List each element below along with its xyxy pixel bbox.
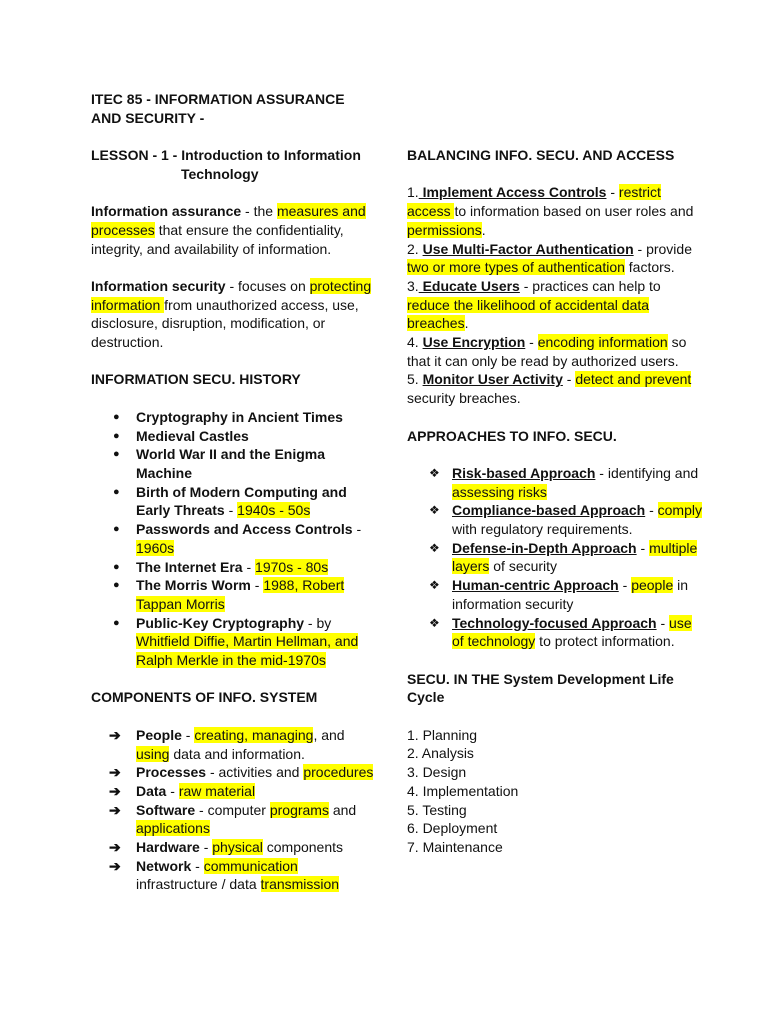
component-name: Hardware	[136, 839, 200, 856]
item-text: -	[618, 577, 632, 594]
bullet-icon: ●	[113, 560, 120, 573]
balancing-item	[407, 370, 707, 407]
item-text: in information security	[452, 577, 689, 612]
balancing-item-name: Implement Access Controls	[418, 184, 607, 201]
history-item-name: Public-Key Cryptography	[136, 614, 305, 631]
history-heading: INFORMATION SECU. HISTORY	[91, 371, 301, 388]
component-name: People	[136, 726, 182, 743]
item-text: -	[199, 839, 213, 856]
history-item-name: World War II and the Enigma Machine	[136, 446, 326, 481]
history-item-name: Medieval Castles	[136, 427, 249, 444]
history-item	[91, 576, 376, 613]
highlighted-text: reduce the likelihood of accidental data breaches	[407, 296, 650, 332]
arrow-icon: ➔	[109, 726, 121, 743]
arrow-icon: ➔	[109, 801, 121, 818]
sdlc-heading: SECU. IN THE System Development Life Cycle	[407, 670, 674, 706]
item-text: factors.	[624, 259, 675, 276]
item-text: -	[525, 334, 538, 351]
arrow-icon: ➔	[109, 857, 121, 874]
item-text: -	[606, 184, 619, 201]
component-item	[91, 726, 376, 763]
approaches-list	[407, 464, 707, 651]
component-name: Data	[136, 782, 167, 799]
highlighted-text: raw material	[178, 782, 256, 799]
diamond-icon: ❖	[429, 465, 440, 480]
balancing-list	[407, 183, 707, 407]
item-text: -	[242, 558, 256, 575]
highlighted-text: transmission	[260, 876, 340, 893]
item-text: infrastructure / data	[136, 876, 261, 893]
item-text: to information based on user roles and	[454, 203, 694, 220]
item-text: - computer	[195, 801, 270, 818]
bullet-icon: ●	[113, 579, 120, 592]
highlighted-text: encoding information	[537, 334, 668, 351]
approach-item	[407, 464, 707, 501]
item-text: -	[656, 614, 670, 631]
approach-name: Compliance-based Approach	[452, 502, 646, 519]
balancing-item-name: Monitor User Activity	[422, 371, 563, 388]
history-item	[91, 445, 376, 482]
history-item	[91, 558, 376, 577]
history-list	[91, 408, 376, 670]
bullet-icon: ●	[113, 485, 120, 498]
approach-item	[407, 614, 707, 651]
highlighted-text: procedures	[303, 764, 374, 781]
item-text: -	[166, 782, 179, 799]
history-item-name: Passwords and Access Controls	[136, 521, 353, 538]
sdlc-step: 3. Design	[407, 764, 467, 781]
highlighted-text: 1988, Robert Tappan Morris	[136, 577, 345, 612]
highlighted-text: restrict access	[407, 184, 661, 220]
highlighted-text: permissions	[407, 221, 482, 238]
balancing-item-name: Educate Users	[418, 277, 520, 294]
approach-name: Technology-focused Approach	[452, 614, 657, 631]
component-name: Software	[136, 801, 196, 818]
item-text: - practices can help to	[519, 277, 661, 294]
highlighted-text: detect and prevent	[575, 371, 692, 388]
history-item	[91, 483, 376, 520]
item-text: , and	[313, 726, 345, 743]
component-name: Processes	[136, 764, 207, 781]
item-text: components	[262, 839, 344, 856]
item-text: -	[224, 502, 238, 519]
item-number: 3.	[407, 277, 419, 294]
highlighted-text: communication	[203, 857, 298, 874]
item-text: - activities and	[206, 764, 304, 781]
highlighted-text: assessing risks	[452, 483, 547, 500]
history-item-name: The Morris Worm	[136, 577, 251, 594]
item-text: of security	[489, 558, 558, 575]
highlighted-text: two or more types of authentication	[407, 259, 625, 276]
item-text: -	[191, 857, 204, 874]
left-column	[91, 90, 376, 894]
component-item	[91, 857, 376, 894]
sdlc-list	[407, 726, 707, 857]
bullet-icon: ●	[113, 523, 120, 536]
highlighted-text: use of technology	[452, 614, 692, 650]
item-number: 4.	[407, 334, 423, 351]
highlighted-text: programs	[269, 801, 329, 818]
item-text: -	[636, 539, 650, 556]
bullet-icon: ●	[113, 448, 120, 461]
diamond-icon: ❖	[429, 578, 440, 593]
components-list	[91, 726, 376, 894]
bullet-icon: ●	[113, 410, 120, 423]
diamond-icon: ❖	[429, 540, 440, 555]
balancing-item-name: Use Encryption	[422, 334, 526, 351]
component-item	[91, 801, 376, 838]
approach-item	[407, 501, 707, 538]
history-item-name: Birth of Modern Computing and Early Threats	[136, 483, 347, 519]
history-item-name: Cryptography in Ancient Times	[136, 408, 343, 425]
component-name: Network	[136, 857, 192, 874]
right-column	[407, 90, 707, 857]
arrow-icon: ➔	[109, 839, 121, 856]
item-text: -	[181, 726, 195, 743]
diamond-icon: ❖	[429, 503, 440, 518]
item-text: so that it can only be read by authorized users.	[407, 334, 687, 369]
item-text: and	[328, 801, 357, 818]
item-text: -	[250, 577, 264, 594]
history-item	[91, 520, 376, 557]
highlighted-text: physical	[212, 839, 263, 856]
balancing-item	[407, 277, 707, 333]
approach-name: Defense-in-Depth Approach	[452, 539, 637, 556]
approach-name: Risk-based Approach	[452, 464, 596, 481]
item-text: data and information.	[169, 745, 305, 762]
highlighted-text: comply	[657, 502, 702, 519]
approach-item	[407, 539, 707, 576]
item-text: - identifying and	[595, 464, 699, 481]
item-number: 2.	[407, 240, 423, 257]
balancing-item-name: Use Multi-Factor Authentication	[422, 240, 634, 257]
highlighted-text: creating, managing	[194, 726, 314, 743]
item-text: .	[464, 315, 469, 332]
highlighted-text: 1970s - 80s	[255, 558, 329, 575]
highlighted-text: multiple layers	[452, 539, 698, 575]
item-text: -	[562, 371, 576, 388]
history-item	[91, 408, 376, 427]
item-text: security breaches.	[407, 390, 521, 407]
diamond-icon: ❖	[429, 615, 440, 630]
components-heading: COMPONENTS OF INFO. SYSTEM	[91, 689, 318, 706]
balancing-item	[407, 183, 707, 239]
document-title: ITEC 85 - INFORMATION ASSURANCE AND SECURITY -	[91, 91, 345, 126]
highlighted-text: applications	[136, 820, 210, 837]
approach-item	[407, 576, 707, 613]
arrow-icon: ➔	[109, 764, 121, 781]
info-assurance-definition: Information assurance - the measures and processes that ensure the confidentiality, integrity, and availability of information.	[91, 203, 366, 257]
balancing-heading: BALANCING INFO. SECU. AND ACCESS	[407, 147, 675, 164]
history-item	[91, 614, 376, 670]
arrow-icon: ➔	[109, 782, 121, 799]
item-text: -	[645, 502, 658, 519]
sdlc-step: 4. Implementation	[407, 782, 519, 799]
highlighted-text: 1960s	[136, 539, 175, 556]
component-item	[91, 782, 376, 801]
info-security-definition: Information security - focuses on protecting information from unauthorized access, use, disclosure, disruption, modification, or destruction.	[91, 277, 372, 351]
highlighted-text: people	[631, 577, 674, 594]
item-text: .	[481, 221, 486, 238]
component-item	[91, 838, 376, 857]
bullet-icon: ●	[113, 616, 120, 629]
item-text: to protect information.	[535, 633, 675, 650]
history-item-name: The Internet Era	[136, 558, 243, 575]
history-item	[91, 427, 376, 446]
component-item	[91, 763, 376, 782]
item-text: -	[352, 521, 362, 538]
sdlc-step: 5. Testing	[407, 801, 467, 818]
approach-name: Human-centric Approach	[452, 577, 619, 594]
lesson-title: LESSON - 1 - Introduction to Information Technology	[91, 147, 361, 182]
item-text: with regulatory requirements.	[452, 521, 633, 538]
highlighted-text: 1940s - 50s	[237, 502, 311, 519]
sdlc-step: 1. Planning	[407, 726, 478, 743]
item-number: 5.	[407, 371, 423, 388]
balancing-item	[407, 333, 707, 370]
item-text: - provide	[633, 240, 692, 257]
highlighted-text: using	[136, 745, 170, 762]
approaches-heading: APPROACHES TO INFO. SECU.	[407, 427, 617, 444]
item-number: 1.	[407, 184, 419, 201]
item-text: - by	[304, 614, 332, 631]
sdlc-step: 7. Maintenance	[407, 839, 503, 855]
bullet-icon: ●	[113, 429, 120, 442]
sdlc-step: 2. Analysis	[407, 745, 474, 762]
balancing-item	[407, 240, 707, 277]
sdlc-step: 6. Deployment	[407, 820, 498, 837]
highlighted-text: Whitfield Diffie, Martin Hellman, and Ralph Merkle in the mid-1970s	[136, 633, 359, 669]
